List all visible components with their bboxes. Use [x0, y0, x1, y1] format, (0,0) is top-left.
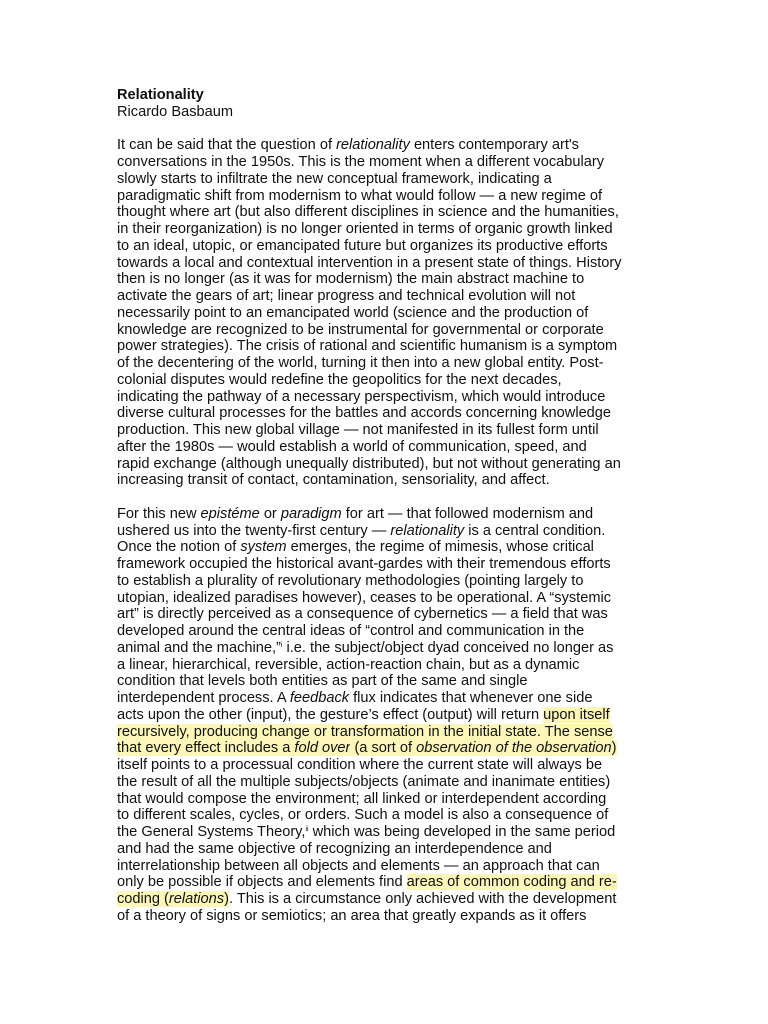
highlighted-text: upon itself — [543, 706, 610, 723]
text-segment: interdependent process. A — [117, 690, 290, 706]
text-line — [117, 439, 657, 456]
text-segment: flux indicates that whenever one side — [349, 690, 593, 706]
text-segment: diverse cultural processes for the battles and accords concerning knowledge — [117, 405, 612, 422]
text-segment: and had the same objective of recognizing an interdependence and — [117, 840, 552, 857]
text-segment: thought where art (but also different disciplines in science and the humanities, — [117, 204, 619, 221]
text-segment: acts upon the other (input), the gesture’s effect (output) will return — [117, 706, 544, 723]
text-line — [117, 757, 657, 774]
text-segment: Once the notion of — [117, 539, 241, 556]
text-segment: ushered us into the twenty-first century — — [117, 522, 391, 539]
text-segment: For this new — [117, 505, 201, 522]
text-line — [117, 623, 657, 640]
text-segment: utopian, idealized paradises however), ceases to be operational. A “systemic — [117, 589, 612, 606]
text-segment: animal and the machine,” — [117, 639, 281, 656]
footnote-marker: i — [280, 641, 283, 649]
text-line — [117, 255, 657, 272]
text-segment: . This is a circumstance only achieved with the development — [228, 891, 617, 907]
text-line — [117, 389, 657, 406]
highlighted-text: observation of the observation — [416, 740, 612, 757]
text-line — [117, 355, 657, 372]
body-text — [117, 137, 657, 924]
text-segment: enters contemporary art's — [409, 137, 579, 154]
text-line — [117, 740, 657, 757]
document-author: Ricardo Basbaum — [117, 103, 233, 120]
text-line — [117, 690, 657, 707]
text-line — [117, 573, 657, 590]
italic-text: relationality — [336, 137, 410, 154]
text-line — [117, 523, 657, 540]
text-line — [117, 824, 657, 841]
footnote-marker: ii — [305, 826, 309, 833]
italic-text: relationality — [390, 522, 465, 539]
text-segment: power strategies). The crisis of rational and scientific humanism is a symptom — [117, 338, 618, 355]
highlighted-text: relations — [168, 891, 225, 907]
text-line — [117, 841, 657, 858]
text-line — [117, 874, 657, 891]
text-segment: knowledge are recognized to be instrumental for governmental or corporate — [117, 321, 604, 338]
text-segment: It can be said that the question of — [117, 137, 337, 154]
text-line — [117, 506, 657, 523]
text-line — [117, 908, 657, 925]
text-segment: necessarily point to an emancipated world (science and the production of — [117, 304, 589, 321]
text-line — [117, 791, 657, 808]
text-line — [117, 673, 657, 690]
text-segment: after the 1980s — would establish a world of communication, speed, and — [117, 438, 587, 455]
text-line — [117, 724, 657, 741]
text-segment: developed around the central ideas of “control and communication in the — [117, 623, 585, 639]
italic-text: system — [240, 539, 287, 556]
document-title: Relationality — [117, 87, 204, 103]
text-line — [117, 188, 657, 205]
highlighted-text: ) — [224, 891, 229, 907]
text-line — [117, 422, 657, 439]
text-line — [117, 238, 657, 255]
title-block — [117, 87, 657, 121]
text-line — [117, 405, 657, 422]
text-line — [117, 556, 657, 573]
text-line — [117, 590, 657, 607]
text-line — [117, 807, 657, 824]
highlighted-text: fold over — [294, 740, 351, 757]
text-segment: in their reorganization) is no longer oriented in terms of organic growth linked — [117, 221, 613, 237]
highlighted-text: that every effect includes a — [117, 740, 295, 757]
italic-text: feedback — [289, 690, 350, 706]
text-line — [117, 606, 657, 623]
text-segment: the result of all the multiple subjects/objects (animate and inanimate entities) — [117, 773, 611, 790]
text-segment: to different scales, cycles, or orders. Such a model is also a consequence of — [117, 807, 609, 824]
text-line — [117, 372, 657, 389]
text-segment: production. This new global village — not manifested in its fullest form until — [117, 422, 599, 438]
text-line — [117, 657, 657, 674]
text-line — [117, 204, 657, 221]
text-segment: that would compose the environment; all linked or interdependent according — [117, 790, 607, 807]
text-segment: rapid exchange (although unequally distributed), but not without generating an — [117, 455, 621, 472]
text-segment: slowly starts to infiltrate the new conceptual framework, indicating a — [117, 170, 552, 187]
text-segment: framework occupied the historical avant-gardes with their tremendous efforts — [117, 556, 611, 572]
text-segment: for art — that followed modernism and — [341, 505, 594, 522]
text-line — [117, 539, 657, 556]
text-line — [117, 154, 657, 171]
body-paragraph — [117, 506, 657, 925]
text-segment: is a central condition. — [464, 522, 606, 539]
italic-text: epistéme — [200, 505, 260, 522]
text-segment: only be possible if objects and elements find — [117, 874, 407, 891]
highlighted-text: ) — [611, 740, 617, 757]
text-segment: indicating the pathway of a necessary perspectivism, which would introduce — [117, 388, 606, 405]
text-line — [117, 774, 657, 791]
text-segment: of a theory of signs or semiotics; an area that greatly expands as it offers — [117, 907, 587, 924]
highlighted-text: (a sort of — [350, 740, 417, 757]
text-segment: then is no longer (as it was for modernism) the main abstract machine to — [117, 271, 585, 288]
italic-text: paradigm — [280, 505, 342, 522]
text-line — [117, 322, 657, 339]
text-segment: i.e. the subject/object dyad conceived no longer as — [282, 639, 614, 656]
text-segment: of the decentering of the world, turning it then into a new global entity. Post- — [117, 355, 604, 371]
text-segment: emerges, the regime of mimesis, whose critical — [286, 539, 594, 556]
text-segment: the General Systems Theory, — [117, 824, 306, 840]
text-segment: increasing transit of contact, contamination, sensoriality, and affect. — [117, 472, 550, 489]
text-line — [117, 271, 657, 288]
text-line — [117, 640, 657, 657]
highlighted-text: coding ( — [117, 891, 169, 907]
text-line — [117, 288, 657, 305]
text-segment: condition that levels both entities as part of the same and single — [117, 673, 528, 690]
document-page — [117, 87, 657, 941]
text-segment: colonial disputes would redefine the geopolitics for the next decades, — [117, 371, 562, 388]
text-line — [117, 456, 657, 473]
text-segment: conversations in the 1950s. This is the moment when a different vocabulary — [117, 154, 605, 170]
text-line — [117, 305, 657, 322]
text-segment: or — [259, 505, 281, 522]
text-segment: which was being developed in the same period — [308, 824, 616, 840]
highlighted-text: recursively, producing change or transformation in the initial state. The sense — [117, 723, 613, 740]
text-segment: itself points to a processual condition where the current state will always be — [117, 757, 603, 773]
text-segment: to establish a plurality of revolutionary methodologies (pointing largely to — [117, 572, 584, 589]
text-line — [117, 137, 657, 154]
body-paragraph — [117, 137, 657, 489]
text-line — [117, 338, 657, 355]
text-segment: a linear, hierarchical, reversible, action-reaction chain, but as a dynamic — [117, 656, 580, 673]
text-segment: art” is directly perceived as a consequence of cybernetics — a field that was — [117, 606, 608, 623]
text-line — [117, 707, 657, 724]
text-segment: interrelationship between all objects and elements — an approach that can — [117, 857, 600, 874]
text-segment: paradigmatic shift from modernism to what would follow — a new regime of — [117, 187, 603, 204]
text-segment: towards a local and contextual intervention in a present state of things. History — [117, 254, 622, 271]
text-line — [117, 858, 657, 875]
text-segment: activate the gears of art; linear progress and technical evolution will not — [117, 288, 576, 304]
text-segment: to an ideal, utopic, or emancipated future but organizes its productive efforts — [117, 237, 608, 254]
highlighted-text: areas of common coding and re- — [406, 874, 617, 891]
text-line — [117, 171, 657, 188]
text-line — [117, 472, 657, 489]
text-line — [117, 221, 657, 238]
text-line — [117, 891, 657, 908]
